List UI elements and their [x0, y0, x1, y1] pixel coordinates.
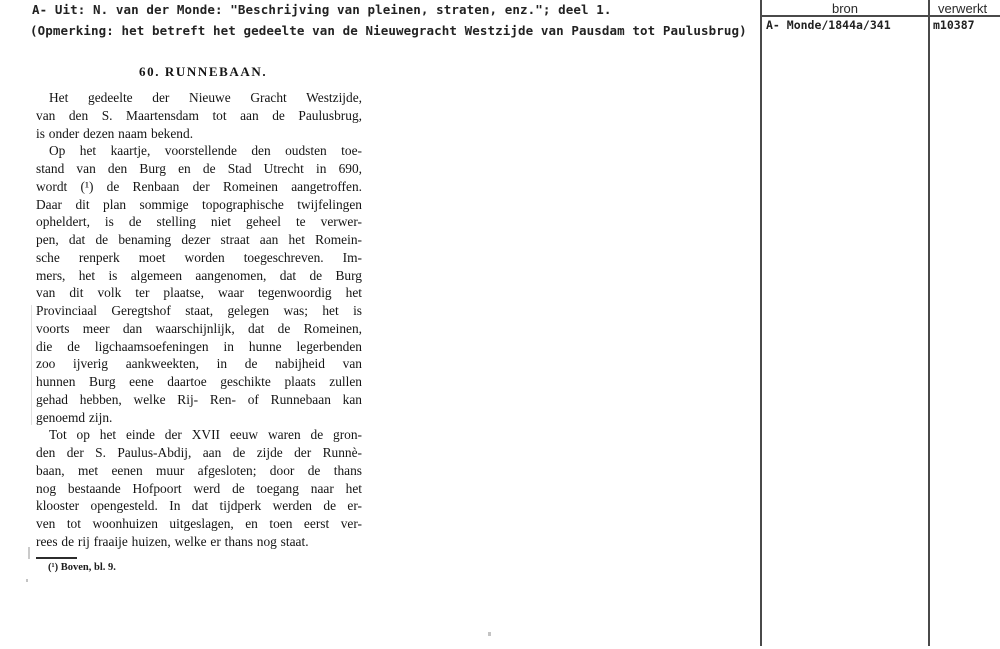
body-line: nog bestaande Hofpoort werd de toegang naar het [36, 480, 362, 496]
body-line: baan, met eenen muur afgesloten; door de thans [36, 462, 362, 478]
body-line: Provinciaal Geregtshof staat, gelegen was; het is [36, 303, 362, 318]
footnote: (¹) Boven, bl. 9. [48, 562, 116, 573]
body-line: van den S. Maartensdam tot aan de Paulusbrug, [36, 107, 362, 123]
table-vertical-rule-right [928, 0, 930, 646]
footnote-rule [36, 557, 77, 559]
cell-bron: A- Monde/1844a/341 [766, 18, 891, 32]
scan-artifact [28, 547, 30, 559]
cell-verwerkt: m10387 [933, 18, 975, 32]
body-line: van dit volk ter plaatse, waar tegenwoordig het [36, 285, 362, 301]
body-line: Het gedeelte der Nieuwe Gracht Westzijde, [49, 90, 362, 105]
column-header-bron: bron [831, 1, 859, 16]
body-line: opheldert, is de stelling niet geheel te verwer- [36, 214, 362, 230]
body-line: genoemd zijn. [36, 409, 113, 425]
body-line: die de ligchaamsoefeningen in hunne legerbenden [36, 338, 362, 354]
body-line: voorts meer dan waarschijnlijk, dat de Romeinen, [36, 320, 362, 336]
body-line: is onder dezen naam bekend. [36, 125, 194, 141]
body-line: ven tot woonhuizen uitgeslagen, en toen eerst ver- [36, 516, 362, 531]
body-line: Tot op het einde der XVII eeuw waren de gron- [49, 427, 362, 443]
body-line: gehad hebben, welke Rij- Ren- of Runnebaan kan [36, 391, 362, 407]
body-line: wordt (¹) de Renbaan der Romeinen aangetroffen. [36, 178, 362, 194]
body-line: Op het kaartje, voorstellende den oudsten toe- [49, 143, 362, 159]
column-header-verwerkt: verwerkt [938, 1, 988, 16]
body-line: den der S. Paulus-Abdij, aan de zijde der Runnè- [36, 445, 362, 460]
body-line: Daar dit plan sommige topographische twijfelingen [36, 196, 362, 212]
article-heading: 60. RUNNEBAAN. [139, 64, 268, 79]
scan-artifact [26, 579, 28, 582]
body-line: zoo ijverig aankweekten, in de nabijheid van [36, 356, 362, 372]
body-line: pen, dat de benaming dezer straat aan het Romein- [36, 232, 362, 247]
source-annotation: A- Uit: N. van der Monde: "Beschrijving van pleinen, straten, enz."; deel 1. [32, 2, 612, 17]
scan-artifact [31, 305, 32, 425]
body-line: hunnen Burg eene daartoe geschikte plaats zullen [36, 374, 362, 389]
body-line: stand van den Burg en de Stad Utrecht in 690, [36, 161, 362, 176]
article-body [36, 89, 362, 551]
remark-annotation: (Opmerking: het betreft het gedeelte van de Nieuwegracht Westzijde van Pausdam tot Paulusbrug) [30, 23, 747, 38]
body-line: mers, het is algemeen aangenomen, dat de Burg [36, 267, 362, 283]
body-line: klooster opengesteld. In dat tijdperk werden de er- [36, 498, 362, 514]
body-line: sche renperk moet worden toegeschreven. Im- [36, 249, 362, 265]
table-vertical-rule-left [760, 0, 762, 646]
scan-artifact [488, 632, 491, 636]
body-line: rees de rij fraaije huizen, welke er thans nog staat. [36, 533, 309, 549]
